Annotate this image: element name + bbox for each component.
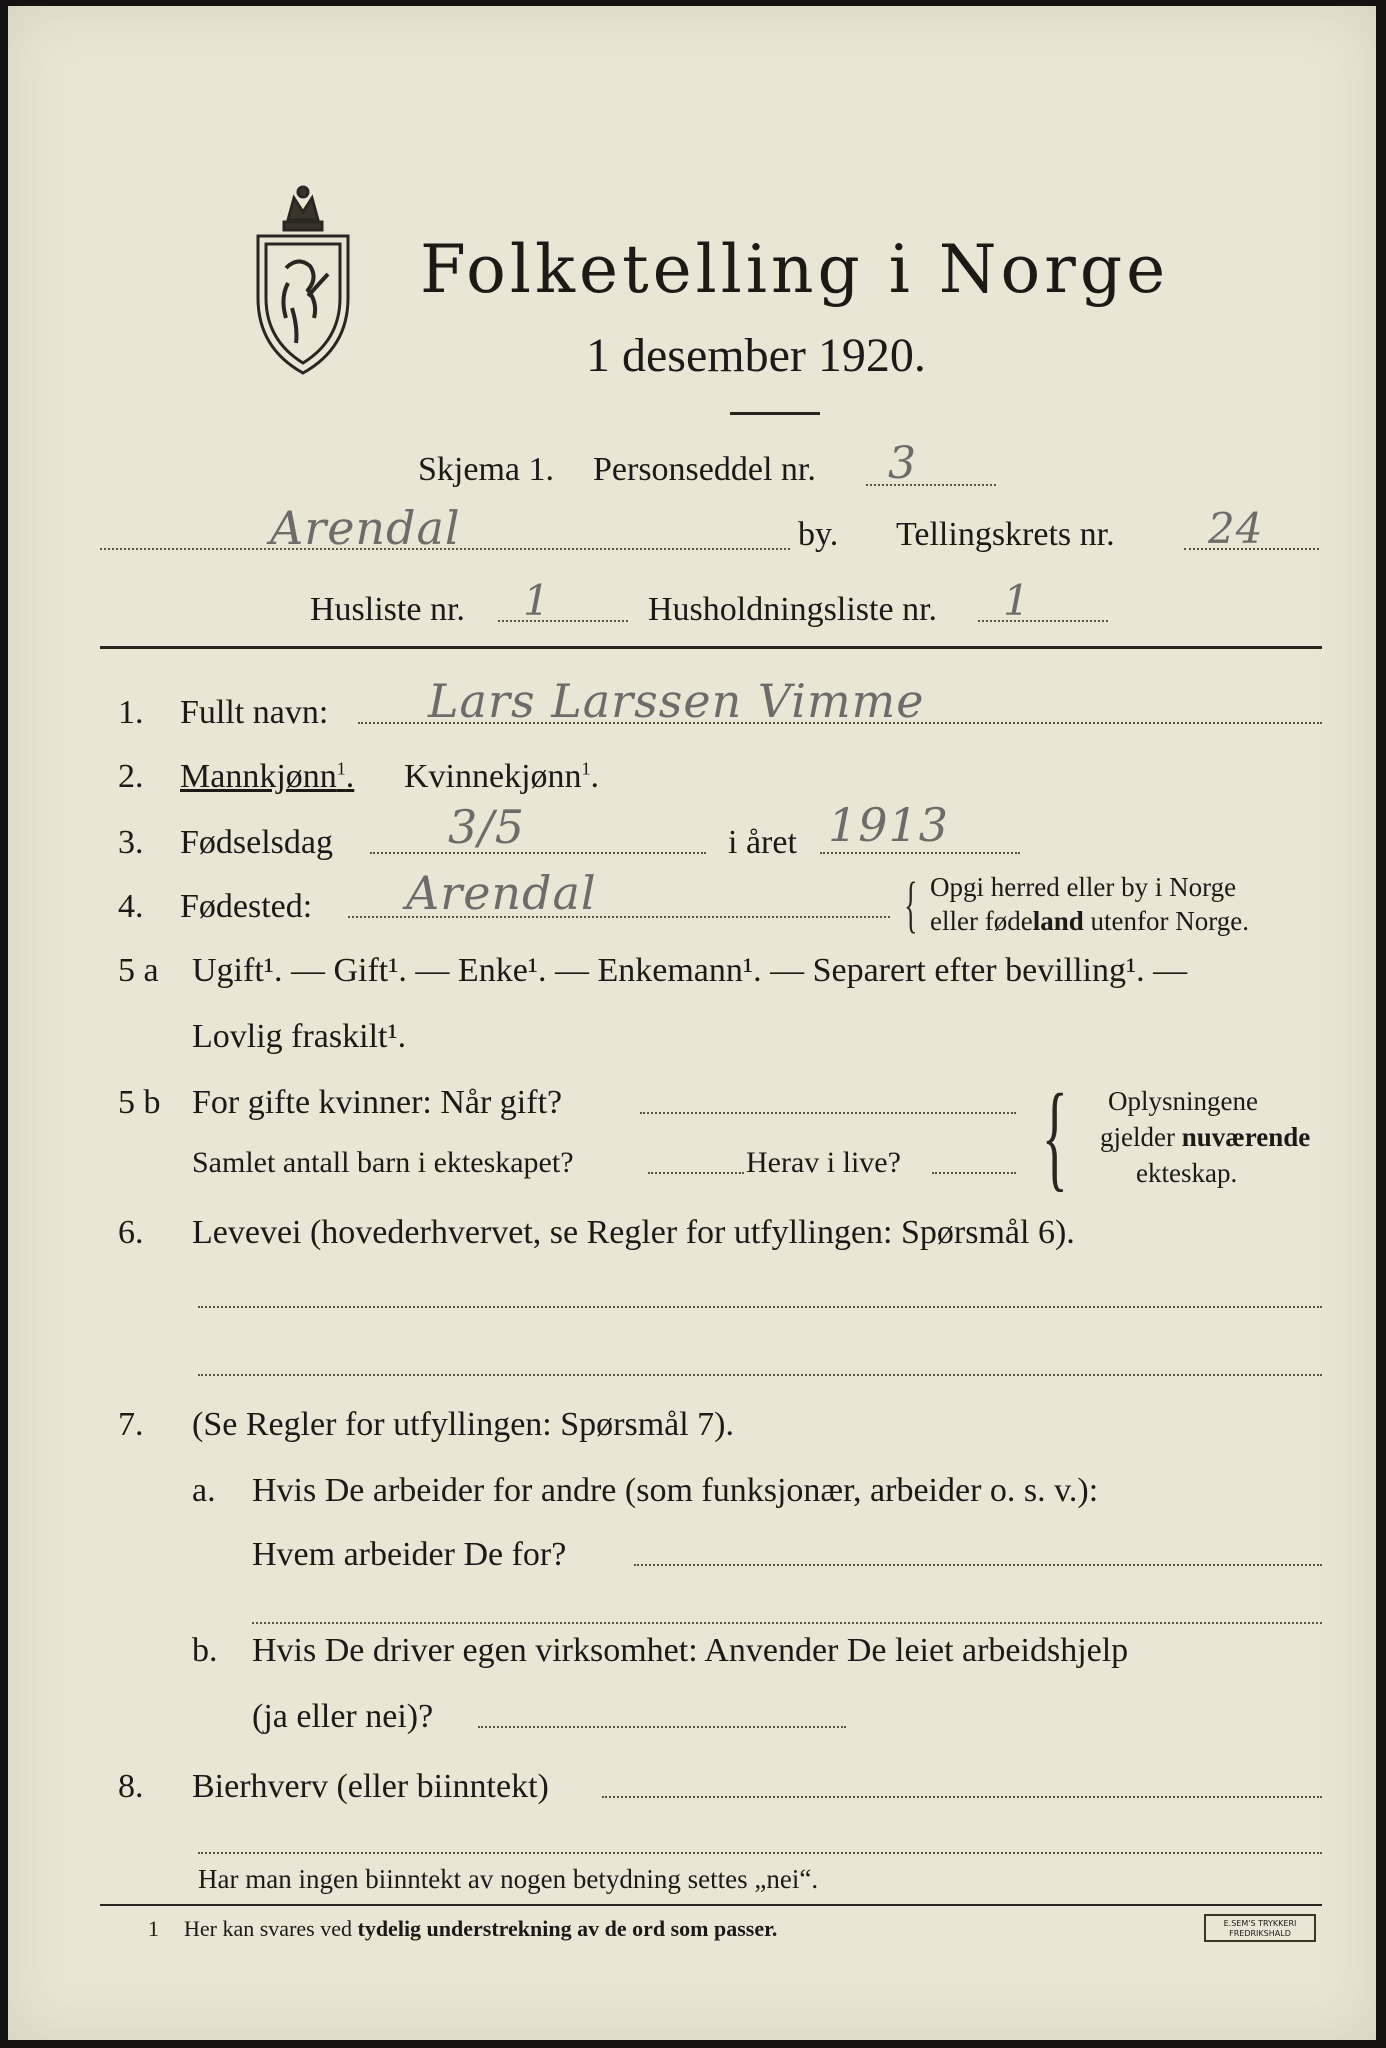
footnote-text: Her kan svares ved tydelig understrekning av de ord som passer.	[184, 1916, 778, 1941]
q5b-note-line2: gjelder nuværende	[1100, 1122, 1311, 1152]
q7b-yesno-label: (ja eller nei)?	[252, 1698, 434, 1735]
q7a-question: Hvis De arbeider for andre (som funksjonær, arbeider o. s. v.):	[252, 1472, 1099, 1509]
town-value: Arendal	[270, 501, 461, 555]
q5b-brace: {	[1041, 1069, 1068, 1202]
q2-number: 2.	[118, 758, 144, 795]
personseddel-value: 3	[888, 438, 917, 489]
q1-label: Fullt navn:	[180, 694, 329, 731]
q3-label: Fødselsdag	[180, 824, 333, 861]
q6-number: 6.	[118, 1214, 144, 1251]
q8-number: 8.	[118, 1768, 144, 1805]
husholdning-value: 1	[1003, 576, 1031, 625]
q4-note-line1: Opgi herred eller by i Norge	[930, 872, 1237, 902]
norway-coat-of-arms-icon	[248, 178, 358, 378]
q7b-number: b.	[192, 1632, 218, 1669]
children-alive-field[interactable]	[932, 1172, 1016, 1174]
husliste-value: 1	[523, 576, 551, 625]
by-label: by.	[798, 516, 839, 553]
q4-label: Fødested:	[180, 888, 313, 925]
printer-stamp-line2: FREDRIKSHALD	[1229, 1929, 1291, 1938]
census-form	[8, 6, 1376, 2040]
q5b-alive-label: Herav i live?	[746, 1146, 901, 1179]
q4-number: 4.	[118, 888, 144, 925]
q5b-married-label: For gifte kvinner: Når gift?	[192, 1084, 563, 1121]
q7a-number: a.	[192, 1472, 216, 1509]
q3-year-label: i året	[728, 824, 797, 861]
husholdning-label: Husholdningsliste nr.	[648, 591, 938, 628]
q6-label: Levevei (hovederhvervet, se Regler for utfyllingen: Spørsmål 6).	[192, 1214, 1075, 1251]
children-count-field[interactable]	[648, 1172, 744, 1174]
personseddel-label: Personseddel nr.	[593, 451, 816, 488]
q5b-note-line1: Oplysningene	[1108, 1086, 1258, 1116]
hired-help-field[interactable]	[478, 1726, 846, 1728]
schema-label: Skjema 1.	[418, 451, 554, 488]
marital-status-divorced[interactable]: Lovlig fraskilt¹.	[192, 1018, 407, 1055]
tellingskrets-value: 24	[1208, 504, 1264, 553]
q7-number: 7.	[118, 1406, 144, 1443]
marital-status-options[interactable]: Ugift¹. — Gift¹. — Enke¹. — Enkemann¹. — Separert efter bevilling¹. —	[192, 952, 1188, 989]
census-date: 1 desember 1920.	[586, 329, 926, 382]
q7a-employer-label: Hvem arbeider De for?	[252, 1536, 567, 1573]
q5b-children-label: Samlet antall barn i ekteskapet?	[192, 1146, 574, 1179]
q8-note: Har man ingen biinntekt av nogen betydning settes „nei“.	[198, 1864, 819, 1894]
side-income-field-2[interactable]	[198, 1852, 1322, 1854]
q1-number: 1.	[118, 694, 144, 731]
form-title: Folketelling i Norge	[420, 231, 1170, 308]
footer-rule	[100, 1904, 1322, 1906]
occupation-field-2[interactable]	[198, 1374, 1322, 1376]
sex-male-option[interactable]: Mannkjønn$^1$.	[180, 758, 355, 795]
q4-note-line2: eller fødeland utenfor Norge.	[930, 906, 1249, 936]
q4-brace: {	[904, 871, 918, 939]
printer-stamp	[1204, 1914, 1316, 1942]
q3-number: 3.	[118, 824, 144, 861]
title-divider	[730, 412, 820, 415]
employer-field-2[interactable]	[252, 1622, 1322, 1624]
married-when-field[interactable]	[640, 1112, 1016, 1114]
q5a-number: 5 a	[118, 952, 159, 989]
husliste-field[interactable]	[498, 620, 628, 622]
husliste-label: Husliste nr.	[310, 591, 465, 628]
sex-female-option[interactable]: Kvinnekjønn$^1$.	[404, 758, 600, 795]
birth-year-value: 1913	[828, 798, 950, 852]
printer-stamp-line1: E.SEM'S TRYKKERI	[1223, 1919, 1297, 1928]
q8-label: Bierhverv (eller biinntekt)	[192, 1768, 549, 1805]
personseddel-field[interactable]	[866, 484, 996, 486]
employer-field-1[interactable]	[634, 1564, 1322, 1566]
birthday-value: 3/5	[448, 800, 526, 854]
full-name-value: Lars Larssen Vimme	[428, 674, 925, 728]
tellingskrets-label: Tellingskrets nr.	[896, 516, 1115, 553]
footnote-mark: 1	[148, 1916, 159, 1941]
birthday-field[interactable]	[370, 852, 706, 854]
side-income-field-1[interactable]	[602, 1796, 1322, 1798]
birth-year-field[interactable]	[820, 852, 1020, 854]
q7b-question: Hvis De driver egen virksomhet: Anvender De leiet arbeidshjelp	[252, 1632, 1129, 1669]
header-rule	[100, 646, 1322, 649]
q5b-note-line3: ekteskap.	[1136, 1158, 1238, 1188]
occupation-field-1[interactable]	[198, 1306, 1322, 1308]
q7-label: (Se Regler for utfyllingen: Spørsmål 7).	[192, 1406, 735, 1443]
q5b-number: 5 b	[118, 1084, 161, 1121]
husholdning-field[interactable]	[978, 620, 1108, 622]
birthplace-value: Arendal	[406, 866, 597, 920]
